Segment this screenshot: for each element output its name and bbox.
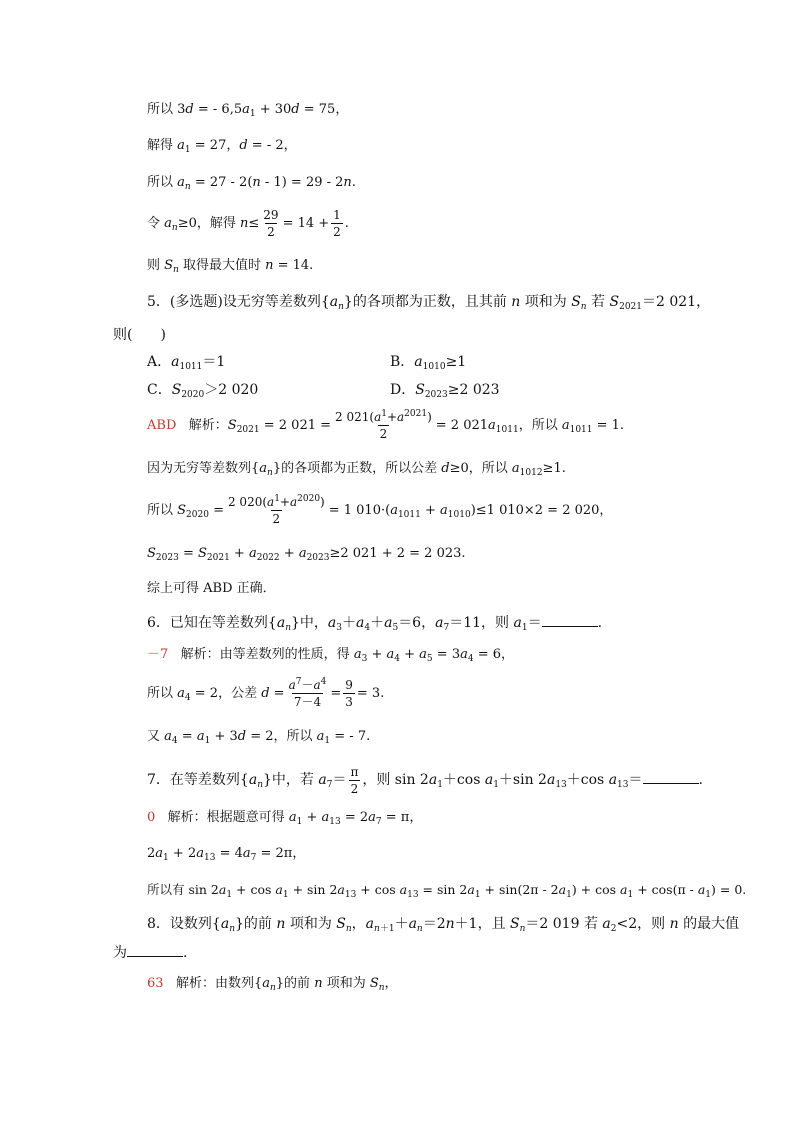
answer: 63: [147, 976, 164, 991]
question-8-stem-cont: 为 .: [113, 945, 188, 961]
question-5-solution-2: 因为无穷等差数列$\{a_n\}$的各项都为正数，所以公差 d≥0，所以 $a_{1012}\ge 1$.: [147, 461, 566, 478]
option-a[interactable]: A．$a_{1011}=1$: [147, 354, 226, 372]
answer-blank[interactable]: [542, 614, 598, 627]
question-7-stem: 7．在等差数列$\{a_n\}$中，若 $a_7=$ $\frac{\pi}{2}$ ，则 $\sin 2a_1+\cos$ $a_1+\sin$ $2a_{13}+\cos$ $a_{13}=$ .: [147, 764, 703, 796]
option-d[interactable]: D．$S_{2023}\ge 2$ 023: [390, 382, 500, 400]
question-5-stem: 5．(多选题)设无穷等差数列$\{a_n\}$的各项都为正数，且其前 n 项和为 $S_n$ 若 $S_{2021}=2$ 021，: [147, 294, 711, 312]
question-5-stem-cont: 则( ): [113, 327, 166, 343]
solution-line: 所以 $a_n = 27 - 2(n - 1) = 29 - 2n$.: [147, 175, 356, 192]
question-5-solution-4: $S_{2023} = S_{2021} + a_{2022} + a_{2023}\ge 2$ 021 + 2 = 2 023.: [147, 546, 466, 563]
fraction: $\frac{2 020(a^1+a^{2020})}{2}$: [227, 494, 325, 526]
answer-blank[interactable]: [127, 944, 183, 957]
question-6-solution-2: 所以 $a_4 = 2$，公差 d = $\frac{a^7-a^4}{7-4}$ = $\frac{9}{3}$ = 3.: [147, 677, 385, 709]
question-7-solution-3: 所以有 $\sin 2a_1 + \cos a_1 + \sin 2a_{13} + \cos a_{13} = \sin 2a_1 + \sin(2\pi - 2a_1) + \cos a_1 + \cos(\pi - a_1) = 0$.: [147, 882, 747, 900]
question-6-solution-3: 又 $a_4 = a_1 + 3d = 2$，所以 $a_1$ = - 7.: [147, 729, 371, 746]
question-6-solution-1: －7 解析：由等差数列的性质，得 $a_3 + a_4 + a_5 = 3a_4 = 6$，: [147, 647, 515, 664]
fraction: $\frac{9}{3}$: [345, 678, 353, 709]
question-8-stem: 8．设数列$\{a_n\}$的前 n 项和为 $S_n$，$a_{n+1}+a_n=2n+1$，且 $S_n=2$ 019 若 $a_2<2$，则 n 的最大值: [147, 916, 740, 934]
option-b[interactable]: B．$a_{1010}\ge 1$: [390, 354, 467, 372]
question-8-solution-1: 63 解析：由数列$\{a_n\}$的前 n 项和为 $S_n$，: [147, 976, 398, 993]
question-7-solution-2: $2a_1 + 2a_{13} = 4a_7 = 2\pi$，: [147, 846, 306, 863]
question-5-solution-1: ABD 解析：$S_{2021} = 2$ 021 = $\frac{2 021(a^1+a^{2021})}{2}$ = 2 $021a_{1011}$，所以 $a_{1011} = 1$.: [147, 409, 625, 441]
answer-blank[interactable]: [643, 771, 699, 784]
fraction: $\frac{a^7-a^4}{7-4}$: [288, 677, 327, 709]
answer: ABD: [147, 418, 177, 433]
fraction: $\frac{2 021(a^1+a^{2021})}{2}$: [335, 409, 432, 441]
fraction: $\frac{\pi}{2}$: [350, 764, 359, 796]
solution-line: 解得 $a_1 = 27$，d = - 2，: [147, 138, 297, 155]
answer: －7: [147, 647, 169, 662]
option-c[interactable]: C．$S_{2020}>2$ 020: [147, 382, 259, 400]
fraction: $\frac{1}{2}$: [333, 208, 341, 239]
solution-line: 所以 3d = - $6,5a_1 + 30d = 75$，: [147, 102, 349, 119]
answer: 0: [147, 810, 156, 825]
question-7-solution-1: 0 解析：根据题意可得 $a_1 + a_{13} = 2a_7 = \pi$，: [147, 810, 423, 827]
question-5-solution-3: 所以 $S_{2020}$ = $\frac{2 020(a^1+a^{2020})}{2}$ = 1 $010\cdot(a_{1011} + a_{1010})\le 1$ 010×2 = 2 020，: [147, 494, 613, 526]
question-5-solution-5: 综上可得 ABD 正确．: [147, 581, 276, 596]
question-6-stem: 6．已知在等差数列$\{a_n\}$中，$a_3+a_4+a_5=6$，$a_7=11$，则 $a_1=$ .: [147, 615, 603, 633]
solution-line: 则 $S_n$ 取得最大值时 n = 14.: [147, 258, 314, 275]
solution-line: 令 $a_n\ge 0$，解得 n≤ $\frac{29}{2}$ = 14 + $\frac{1}{2}$ .: [147, 208, 349, 239]
fraction: $\frac{29}{2}$: [263, 208, 279, 239]
